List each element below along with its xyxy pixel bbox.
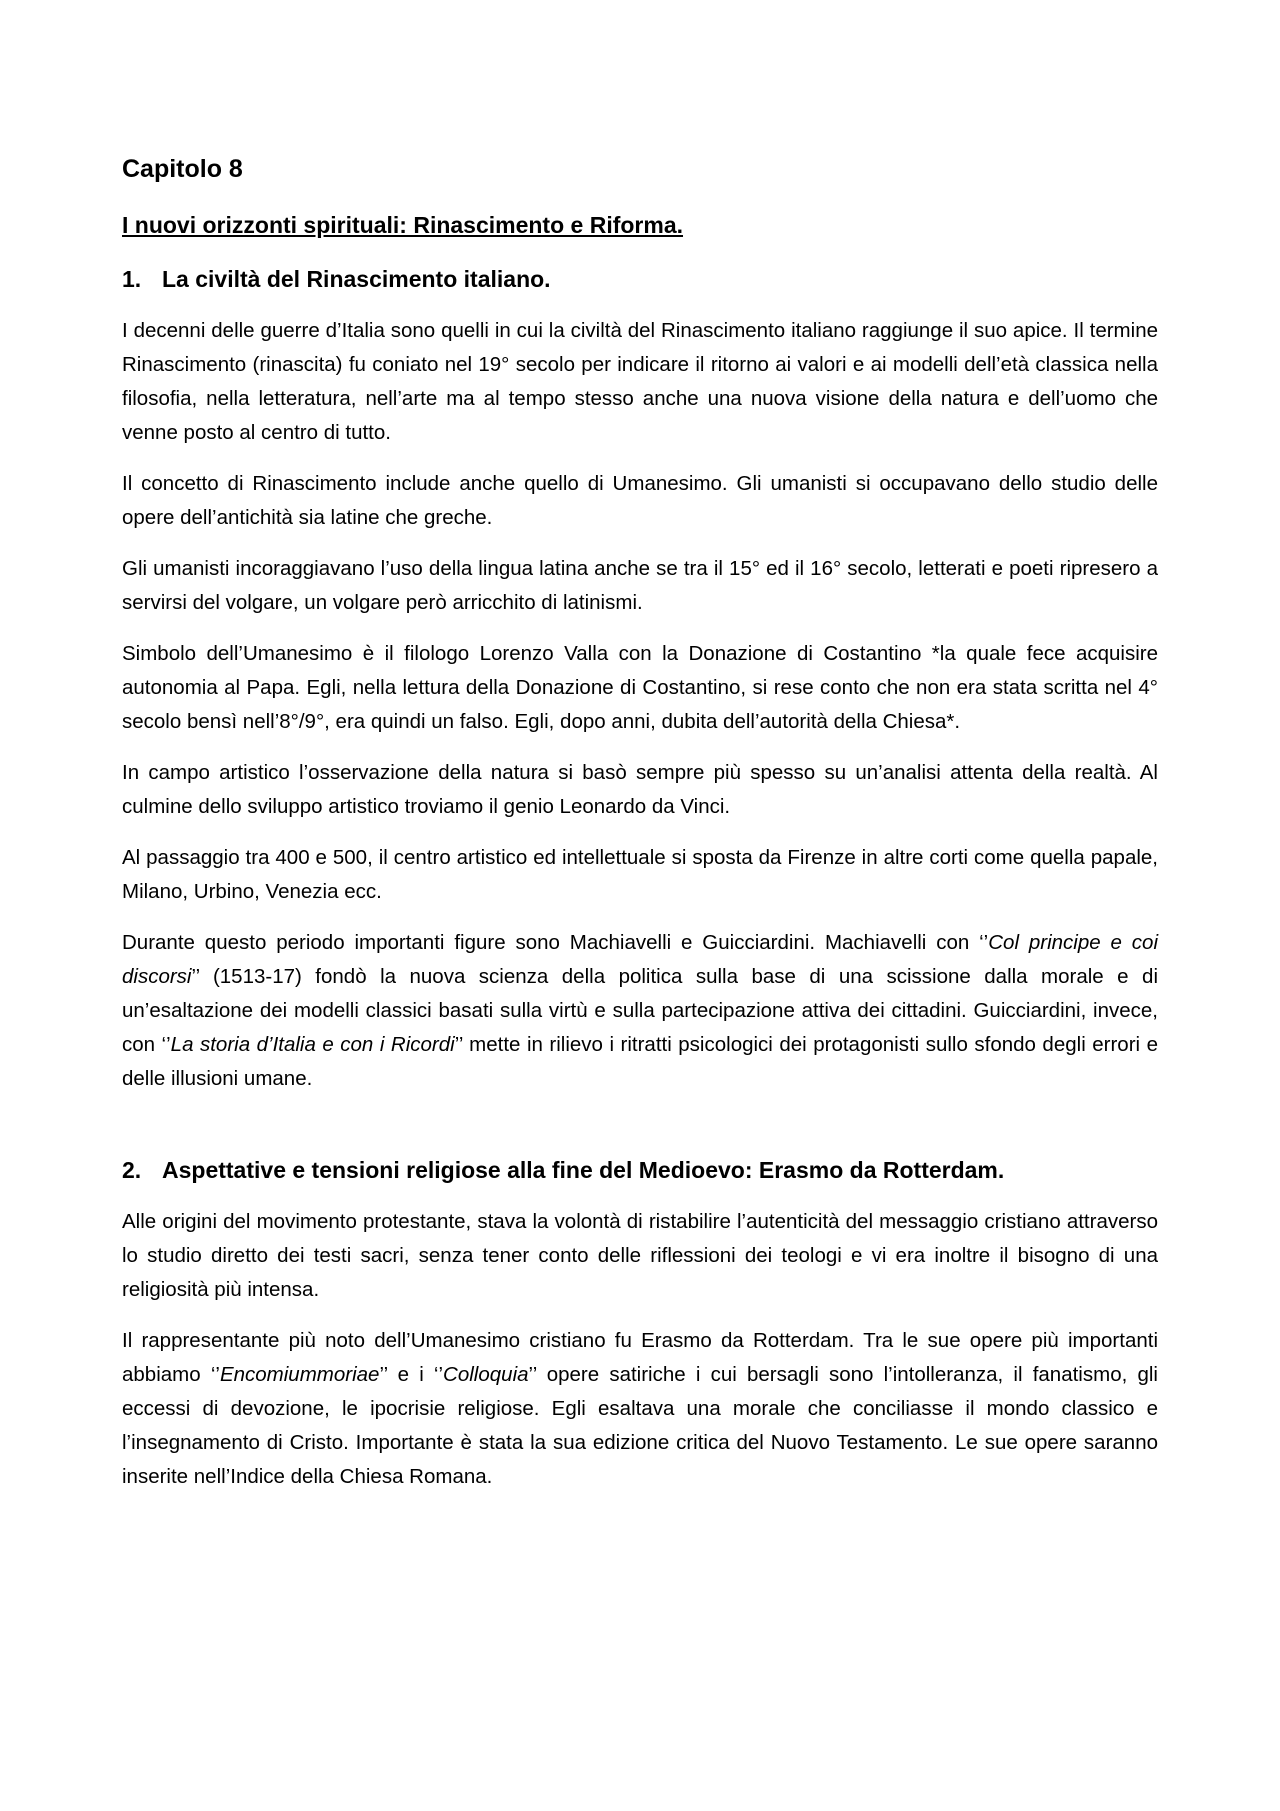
paragraph: Gli umanisti incoraggiavano l’uso della lingua latina anche se tra il 15° ed il 16° secolo, letterati e poeti ripresero a servirsi del volgare, un volgare però arricchito di latinismi. (122, 557, 1158, 614)
section-number: 1. (122, 266, 142, 292)
text-run: ’’ opere satiriche i cui bersagli sono l’intolleranza, il fanatismo, gli eccessi di devozione, le ipocrisie religiose. Egli esaltava una morale che conciliasse il mondo classico e l’insegnamento di Cristo. Importante è stata la sua edizione critica del Nuovo Testamento. Le sue opere saranno inserite nell’Indice della Chiesa Romana. (122, 1363, 1158, 1488)
document-title: I nuovi orizzonti spirituali: Rinascimento e Riforma. (122, 212, 684, 238)
chapter-label: Capitolo 8 (122, 155, 243, 183)
paragraph: Il concetto di Rinascimento include anche quello di Umanesimo. Gli umanisti si occupavano dello studio delle opere dell’antichità sia latine che greche. (122, 472, 1158, 529)
text-run: Durante questo periodo importanti figure sono Machiavelli e Guicciardini. Machiavelli con ‘’ (122, 931, 989, 954)
text-run: ’’ e i ‘’ (379, 1363, 444, 1386)
work-title: Encomiummoriae (219, 1363, 380, 1386)
section-heading-1 (122, 262, 1158, 296)
paragraph (122, 926, 1158, 1096)
paragraph: Al passaggio tra 400 e 500, il centro artistico ed intellettuale si sposta da Firenze in altre corti come quella papale, Milano, Urbino, Venezia ecc. (122, 846, 1158, 903)
work-title: Col principe e coi discorsi (122, 931, 1158, 988)
section-heading-2 (122, 1153, 1158, 1187)
section-number: 2. (122, 1157, 142, 1183)
paragraph: Alle origini del movimento protestante, stava la volontà di ristabilire l’autenticità del messaggio cristiano attraverso lo studio diretto dei testi sacri, senza tener conto delle riflessioni dei teologi e vi era inoltre il bisogno di una religiosità più intensa. (122, 1210, 1158, 1301)
paragraph: I decenni delle guerre d’Italia sono quelli in cui la civiltà del Rinascimento italiano raggiunge il suo apice. Il termine Rinascimento (rinascita) fu coniato nel 19° secolo per indicare il ritorno ai valori e ai modelli dell’età classica nella filosofia, nella letteratura, nell’arte ma al tempo stesso anche una nuova visione della natura e dell’uomo che venne posto al centro di tutto. (122, 319, 1158, 444)
text-run: ’’ (1513-17) fondò la nuova scienza della politica sulla base di una scissione dalla morale e di un’esaltazione dei modelli classici basati sulla virtù e sulla partecipazione attiva dei cittadini. Guicciardini, invece, con ‘’ (122, 965, 1158, 1056)
paragraph (122, 1324, 1158, 1494)
paragraph: Simbolo dell’Umanesimo è il filologo Lorenzo Valla con la Donazione di Costantino *la quale fece acquisire autonomia al Papa. Egli, nella lettura della Donazione di Costantino, si rese conto che non era stata scritta nel 4° secolo bensì nell’8°/9°, era quindi un falso. Egli, dopo anni, dubita dell’autorità della Chiesa*. (122, 642, 1158, 733)
section-title: La civiltà del Rinascimento italiano. (162, 266, 551, 292)
section-title: Aspettative e tensioni religiose alla fine del Medioevo: Erasmo da Rotterdam. (162, 1157, 1005, 1183)
spacer (122, 1113, 1158, 1153)
text-run: ’’ mette in rilievo i ritratti psicologici dei protagonisti sullo sfondo degli errori e delle illusioni umane. (122, 1033, 1158, 1090)
text-run: Il rappresentante più noto dell’Umanesimo cristiano fu Erasmo da Rotterdam. Tra le sue opere più importanti abbiamo ‘’ (122, 1329, 1158, 1386)
document-page (122, 152, 1158, 1511)
work-title: Colloquia (443, 1363, 529, 1386)
paragraph: In campo artistico l’osservazione della natura si basò sempre più spesso su un’analisi attenta della realtà. Al culmine dello sviluppo artistico troviamo il genio Leonardo da Vinci. (122, 761, 1158, 818)
work-title: La storia d’Italia e con i Ricordi (170, 1033, 455, 1056)
